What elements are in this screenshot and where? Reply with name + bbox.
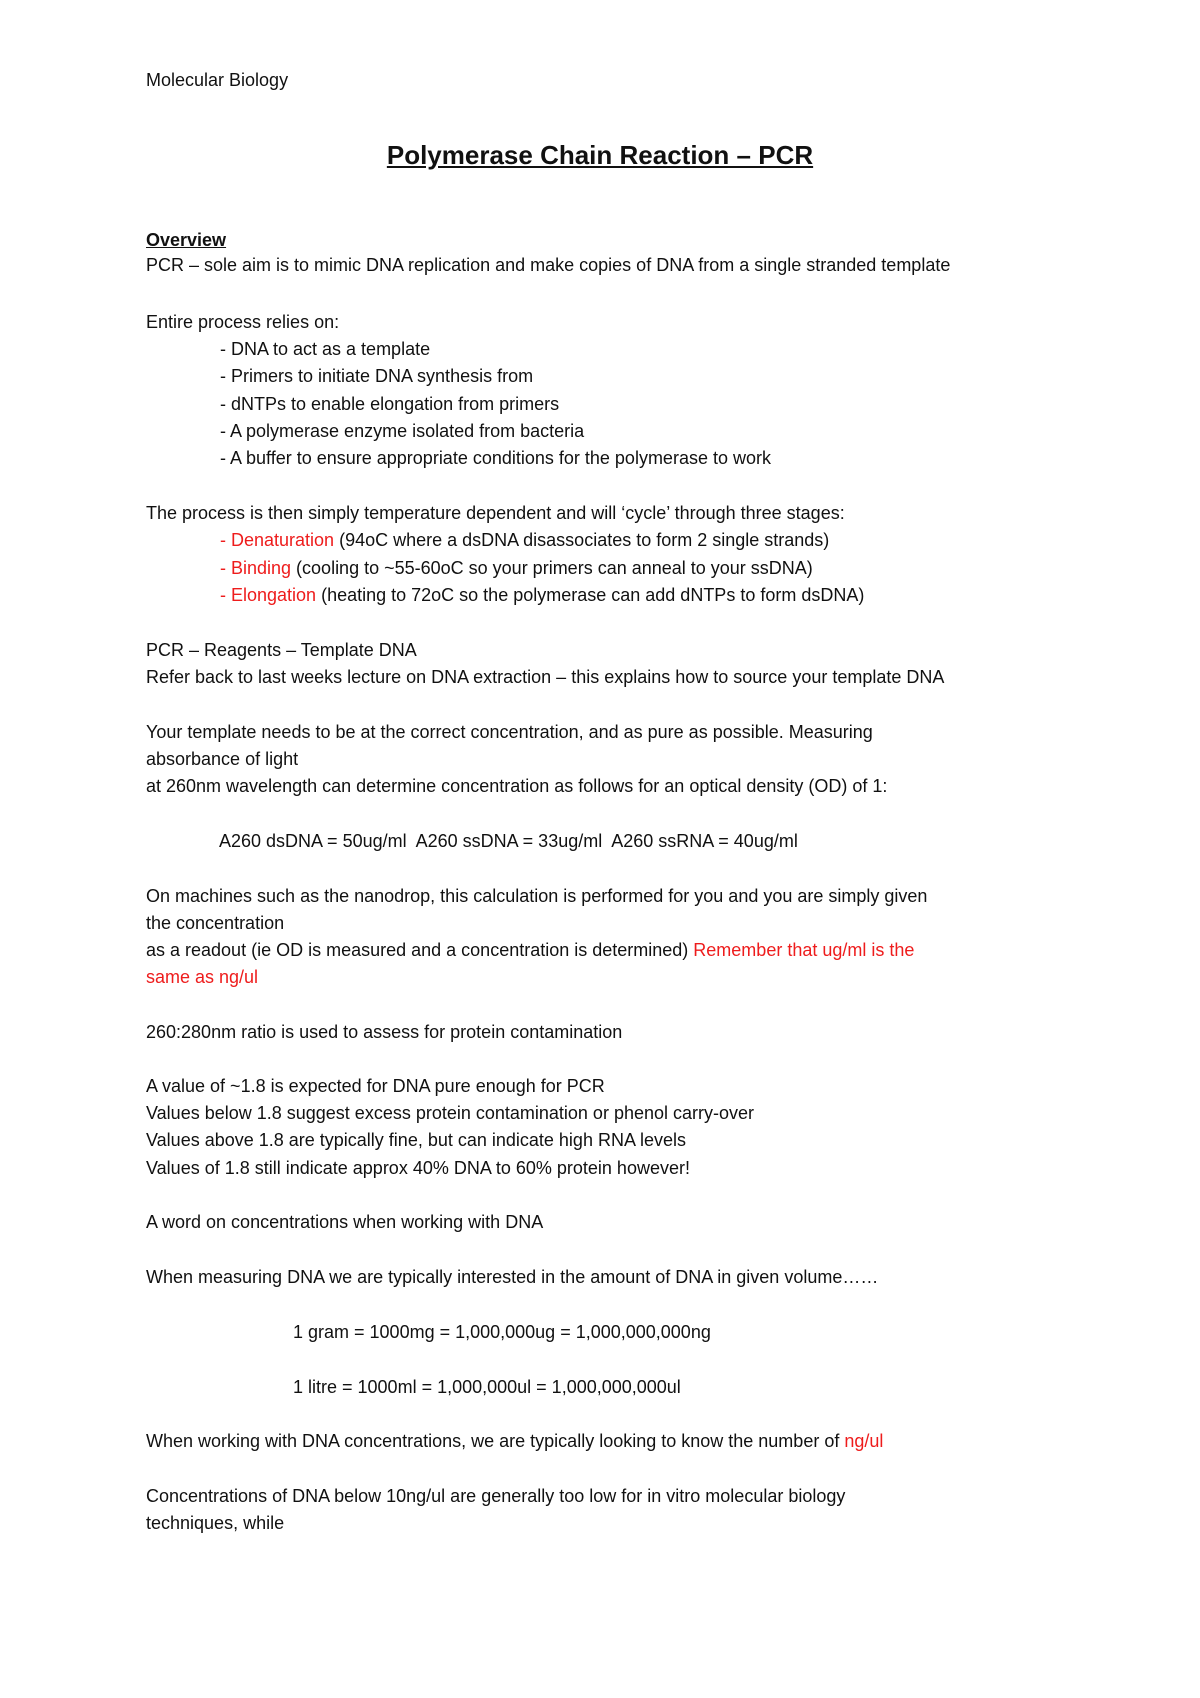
overview-intro: PCR – sole aim is to mimic DNA replication and make copies of DNA from a single stranded template (146, 255, 951, 275)
ratio-line: Values above 1.8 are typically fine, but can indicate high RNA levels (146, 1130, 686, 1150)
stage-binding (220, 555, 813, 582)
remember-note: Remember that ug/ml is the (693, 940, 915, 960)
template-text: absorbance of light (146, 749, 299, 769)
relies-on-label: Entire process relies on: (146, 312, 340, 332)
stage-name: - Denaturation (220, 530, 335, 550)
list-item: - A polymerase enzyme isolated from bacteria (220, 421, 585, 441)
stage-detail: (cooling to ~55-60oC so your primers can anneal to your ssDNA) (291, 558, 813, 578)
gram-conversion: 1 gram = 1000mg = 1,000,000ug = 1,000,000,000ng (293, 1322, 711, 1342)
template-text: Your template needs to be at the correct concentration, and as pure as possible. Measuring (146, 722, 873, 742)
stage-detail: (94oC where a dsDNA disassociates to form 2 single strands) (334, 530, 830, 550)
working-text (146, 1428, 883, 1455)
stage-name: - Binding (220, 558, 292, 578)
list-item: - A buffer to ensure appropriate conditions for the polymerase to work (220, 448, 771, 468)
cycle-intro: The process is then simply temperature dependent and will ‘cycle’ through three stages: (146, 503, 845, 523)
a260-equation: A260 dsDNA = 50ug/ml A260 ssDNA = 33ug/ml A260 ssRNA = 40ug/ml (219, 831, 798, 851)
list-item: - dNTPs to enable elongation from primers (220, 394, 560, 414)
stage-elongation (220, 582, 864, 609)
list-item: - DNA to act as a template (220, 339, 431, 359)
concentrations-heading: A word on concentrations when working with DNA (146, 1212, 544, 1232)
template-text: at 260nm wavelength can determine concentration as follows for an optical density (OD) of 1: (146, 776, 888, 796)
working-sentence: When working with DNA concentrations, we are typically looking to know the number of (146, 1431, 845, 1451)
reagents-heading: PCR – Reagents – Template DNA (146, 640, 417, 660)
low-concentration-text: techniques, while (146, 1513, 285, 1533)
readout-text: as a readout (ie OD is measured and a concentration is determined) (146, 940, 694, 960)
overview-heading: Overview (146, 230, 227, 250)
litre-conversion: 1 litre = 1000ml = 1,000,000ul = 1,000,000,000ul (293, 1377, 681, 1397)
nanodrop-text (146, 937, 914, 964)
stage-name: - Elongation (220, 585, 317, 605)
list-item: - Primers to initiate DNA synthesis from (220, 366, 534, 386)
low-concentration-text: Concentrations of DNA below 10ng/ul are generally too low for in vitro molecular biology (146, 1486, 846, 1506)
nanodrop-text: the concentration (146, 913, 285, 933)
stage-denaturation (220, 527, 829, 554)
running-header: Molecular Biology (146, 70, 289, 90)
ratio-heading: 260:280nm ratio is used to assess for protein contamination (146, 1022, 623, 1042)
ratio-line: Values of 1.8 still indicate approx 40% DNA to 60% protein however! (146, 1158, 690, 1178)
nanodrop-text: On machines such as the nanodrop, this calculation is performed for you and you are simply given (146, 886, 928, 906)
measuring-text: When measuring DNA we are typically interested in the amount of DNA in given volume…… (146, 1267, 879, 1287)
working-unit: ng/ul (844, 1431, 884, 1451)
remember-note: same as ng/ul (146, 967, 259, 987)
ratio-line: Values below 1.8 suggest excess protein contamination or phenol carry-over (146, 1103, 755, 1123)
ratio-line: A value of ~1.8 is expected for DNA pure enough for PCR (146, 1076, 605, 1096)
refer-text: Refer back to last weeks lecture on DNA extraction – this explains how to source your template DNA (146, 667, 945, 687)
stage-detail: (heating to 72oC so the polymerase can add dNTPs to form dsDNA) (316, 585, 865, 605)
page-title: Polymerase Chain Reaction – PCR (386, 140, 814, 170)
